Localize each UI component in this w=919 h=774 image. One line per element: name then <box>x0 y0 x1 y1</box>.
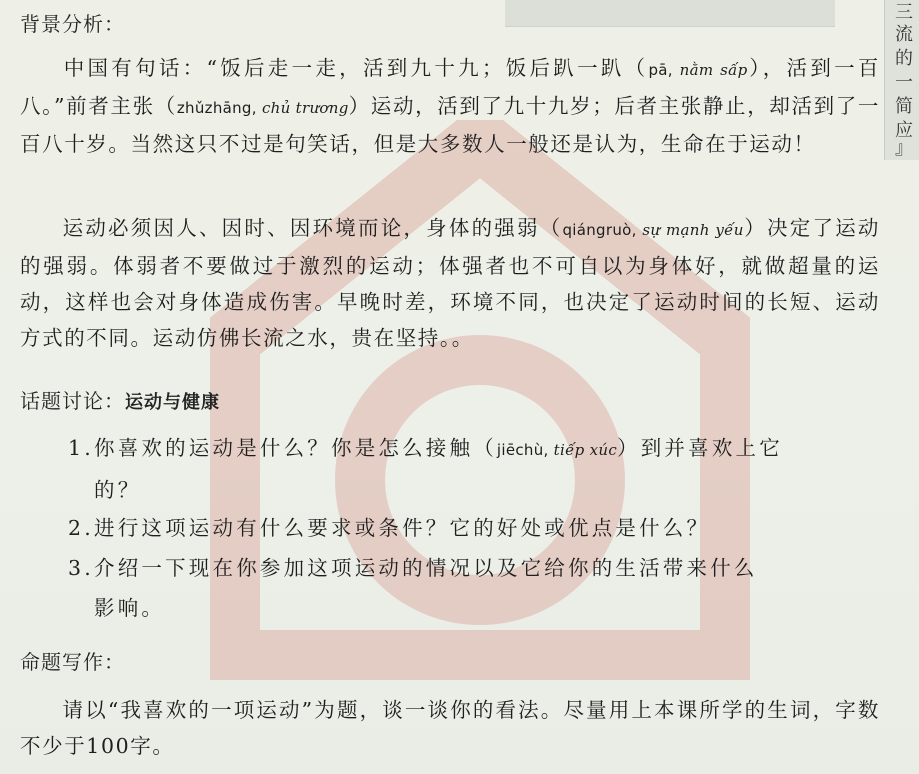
question-text: ）到并喜欢上它 <box>617 436 783 460</box>
paragraph-text: ）运动，活到了九十九岁；后者主张静止，却活到了一百八十岁。当然这只不过是句笑话，但是大多数人一般还是认为，生命在于运动！ <box>20 94 880 156</box>
question-text: 的？ <box>94 478 142 502</box>
paragraph-text: ）决定了运动的强弱。体弱者不要做过于激烈的运动；体强者也不可自以为身体好，就做超量的运动，这样也会对身体造成伤害。早晚时差，环境不同，也决定了运动时间的长短、运动方式的不同。运动仿佛长流之水，贵在坚持。。 <box>20 216 881 350</box>
edge-glyph: 三 <box>895 2 913 23</box>
prompt-text: 请以“我喜欢的一项运动”为题，谈一谈你的看法。尽量用上本课所学的生词，字数不少于100字。 <box>20 698 880 758</box>
pinyin-gloss: zhǔzhāng, chủ trương <box>176 99 349 117</box>
section-title-writing: 命题写作： <box>20 650 125 674</box>
paragraph-text: 运动必须因人、因时、因环境而论，身体的强弱（ <box>62 216 563 240</box>
edge-glyph: 一 <box>895 72 913 93</box>
bleed-through-header <box>505 0 835 27</box>
background-paragraph-1 <box>20 50 880 162</box>
background-paragraph-2 <box>20 210 880 356</box>
question-text: 介绍一下现在你参加这项运动的情况以及它给你的生活带来什么 <box>94 556 758 580</box>
question-text: 影响。 <box>94 596 166 620</box>
question-text: 进行这项运动有什么要求或条件？它的好处或优点是什么？ <box>94 516 711 540</box>
writing-prompt <box>20 692 880 764</box>
paragraph-text: 中国有句话：“饭后走一走，活到九十九；饭后趴一趴（ <box>62 56 649 80</box>
section-title-background: 背景分析： <box>20 12 125 36</box>
question-number: 3. <box>68 556 94 580</box>
edge-glyph: 流 <box>895 24 913 45</box>
edge-glyph: 的 <box>895 48 913 69</box>
discussion-question-2 <box>68 508 868 548</box>
edge-glyph: 应 <box>895 120 913 141</box>
discussion-question-1 <box>68 428 868 510</box>
edge-glyph: 简 <box>895 96 913 117</box>
section-title-discussion <box>20 385 220 414</box>
edge-glyph: 』 <box>895 138 913 159</box>
question-number: 2. <box>68 516 94 540</box>
question-text: 你喜欢的运动是什么？你是怎么接触（ <box>94 436 497 460</box>
question-number: 1. <box>68 436 94 460</box>
discussion-topic: 运动与健康 <box>125 392 220 413</box>
pinyin-gloss: jiēchù, tiếp xúc <box>496 441 618 459</box>
discussion-label: 话题讨论： <box>20 389 125 413</box>
paragraph-text: ），活到一百八。”前者主张（ <box>20 56 881 118</box>
pinyin-gloss: pā, nằm sấp <box>648 61 748 79</box>
discussion-question-3 <box>68 548 868 628</box>
adjacent-page-edge <box>884 0 919 160</box>
pinyin-gloss: qiángruò, sự mạnh yếu <box>562 221 744 239</box>
